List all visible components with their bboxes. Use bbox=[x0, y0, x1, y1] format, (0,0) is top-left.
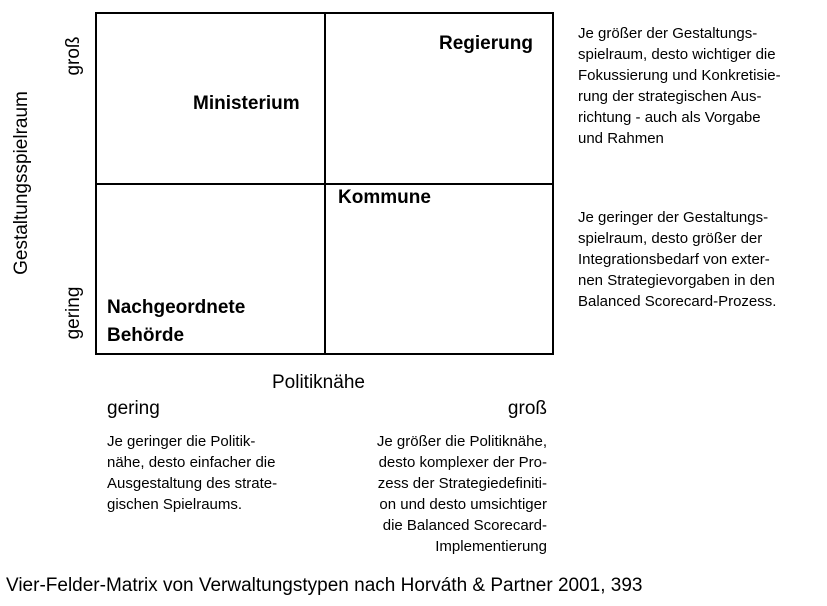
note-line: Ausgestaltung des strate- bbox=[107, 475, 278, 492]
note-line: nen Strategievorgaben in den bbox=[578, 272, 775, 289]
note-line: richtung - auch als Vorgabe bbox=[578, 109, 761, 126]
note-line: on und desto umsichtiger bbox=[379, 496, 547, 513]
note-line: desto komplexer der Pro- bbox=[378, 454, 547, 471]
cell-nachgeordnete-behoerde bbox=[107, 294, 245, 350]
note-line: zess der Strategiedefiniti- bbox=[377, 475, 547, 492]
y-axis-low-label: gering bbox=[63, 286, 84, 340]
note-line: Balanced Scorecard-Prozess. bbox=[578, 293, 777, 310]
x-axis-label: Politiknähe bbox=[272, 372, 365, 393]
note-line: Je größer die Politiknähe, bbox=[376, 433, 547, 450]
note-line: Je geringer der Gestaltungs- bbox=[578, 209, 769, 226]
x-axis-high-label: groß bbox=[507, 398, 547, 419]
matrix-horizontal-divider bbox=[95, 183, 554, 185]
note-line: die Balanced Scorecard- bbox=[382, 517, 547, 534]
y-axis-label: Gestaltungsspielraum bbox=[11, 91, 32, 275]
note-line: Je größer der Gestaltungs- bbox=[578, 25, 758, 42]
note-line: nähe, desto einfacher die bbox=[107, 454, 276, 471]
cell-ministerium: Ministerium bbox=[193, 93, 300, 114]
note-line: Integrationsbedarf von exter- bbox=[578, 251, 770, 268]
note-right-top bbox=[578, 23, 781, 149]
note-right-bottom bbox=[578, 207, 776, 312]
note-line: gischen Spielraums. bbox=[107, 496, 243, 513]
note-line: spielraum, desto größer der bbox=[578, 230, 763, 247]
note-bottom-right bbox=[320, 431, 547, 557]
note-line: spielraum, desto wichtiger die bbox=[578, 46, 776, 63]
note-bottom-left bbox=[107, 431, 277, 515]
note-line: Fokussierung und Konkretisie- bbox=[578, 67, 781, 84]
note-line: rung der strategischen Aus- bbox=[578, 88, 762, 105]
note-line: Je geringer die Politik- bbox=[107, 433, 256, 450]
cell-regierung: Regierung bbox=[439, 33, 533, 54]
note-line: Implementierung bbox=[435, 538, 547, 555]
note-line: und Rahmen bbox=[578, 130, 664, 147]
cell-nachgeordnete-line2: Behörde bbox=[107, 325, 185, 346]
figure-caption: Vier-Felder-Matrix von Verwaltungstypen nach Horváth & Partner 2001, 393 bbox=[6, 575, 643, 596]
y-axis-high-label: groß bbox=[63, 36, 84, 76]
cell-kommune: Kommune bbox=[338, 187, 431, 208]
x-axis-low-label: gering bbox=[107, 398, 160, 419]
cell-nachgeordnete-line1: Nachgeordnete bbox=[107, 297, 246, 318]
